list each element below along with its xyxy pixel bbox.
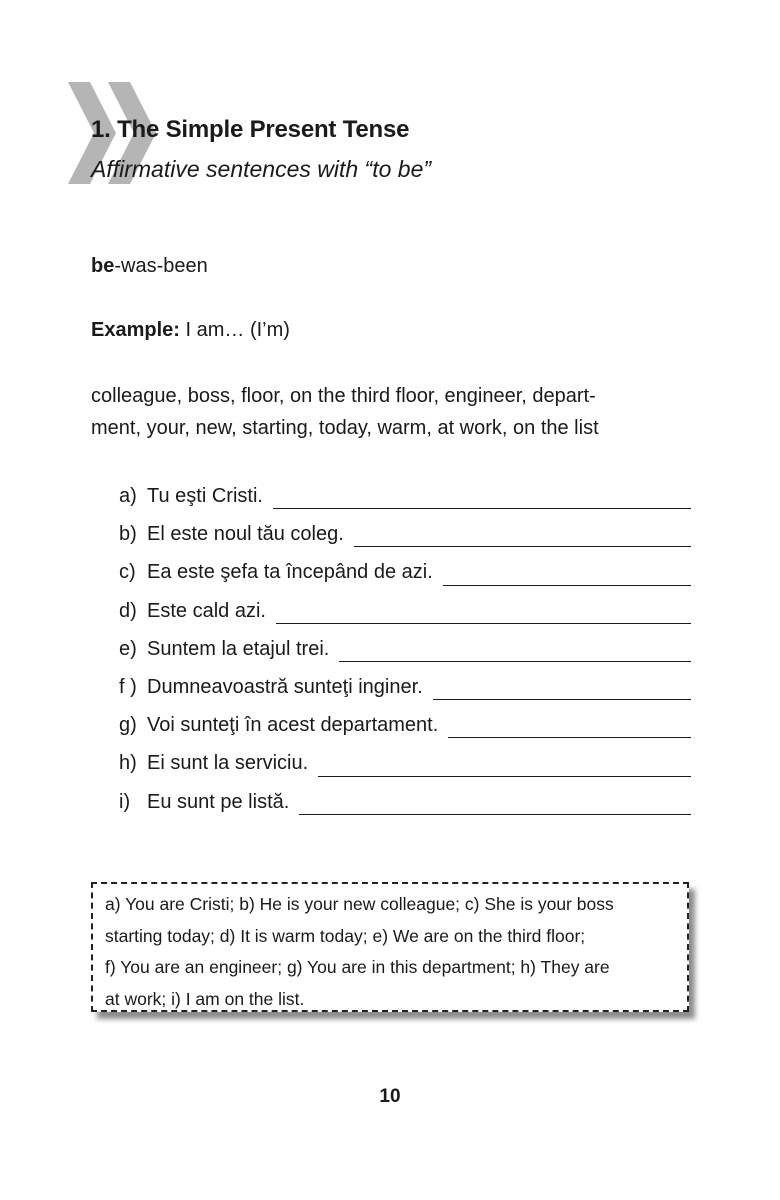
answer-key-line: f) You are an engineer; g) You are in this department; h) They are xyxy=(105,957,610,977)
verb-past-forms: -was-been xyxy=(114,255,208,277)
exercise-letter: i) xyxy=(119,790,131,813)
exercise-item-h xyxy=(119,747,691,785)
exercise-sentence: Tu eşti Cristi. xyxy=(147,485,263,507)
exercise-letter: d) xyxy=(119,599,137,622)
page-number: 10 xyxy=(379,1086,401,1107)
exercise-list xyxy=(119,480,691,824)
exercise-sentence: Ea este şefa ta începând de azi. xyxy=(147,561,433,584)
exercise-sentence: Voi sunteţi în acest departament. xyxy=(147,714,439,737)
exercise-item-a xyxy=(119,480,691,518)
exercise-sentence: El este noul tău coleg. xyxy=(147,523,344,546)
vocabulary-list xyxy=(91,380,696,444)
vocabulary-line: ment, your, new, starting, today, warm, at work, on the list xyxy=(91,417,599,439)
exercise-sentence: Eu sunt pe listă. xyxy=(147,790,290,813)
exercise-item-e xyxy=(119,633,691,671)
answer-blank[interactable] xyxy=(448,717,691,738)
answer-blank[interactable] xyxy=(299,794,691,815)
exercise-letter: h) xyxy=(119,752,137,775)
answer-blank[interactable] xyxy=(354,526,691,547)
answer-key-line: at work; i) I am on the list. xyxy=(105,988,305,1009)
verb-forms xyxy=(91,255,208,278)
exercise-letter: g) xyxy=(119,714,137,737)
exercise-sentence: Este cald azi. xyxy=(147,599,266,622)
answer-blank[interactable] xyxy=(433,679,691,700)
exercise-letter: a) xyxy=(119,485,137,507)
exercise-item-f xyxy=(119,671,691,709)
answer-blank[interactable] xyxy=(443,565,691,586)
exercise-item-g xyxy=(119,709,691,747)
verb-base-form: be xyxy=(91,255,115,277)
exercise-item-d xyxy=(119,595,691,633)
exercise-sentence: Ei sunt la serviciu. xyxy=(147,752,309,775)
answer-blank[interactable] xyxy=(276,603,691,624)
vocabulary-line: colleague, boss, floor, on the third floor, engineer, depart- xyxy=(91,385,596,407)
exercise-sentence: Suntem la etajul trei. xyxy=(147,637,330,660)
example-line xyxy=(91,319,290,342)
example-label: Example: xyxy=(91,319,180,341)
exercise-item-c xyxy=(119,556,691,594)
exercise-letter: f ) xyxy=(119,675,137,698)
answer-key-line: starting today; d) It is warm today; e) We are on the third floor; xyxy=(105,925,586,946)
example-text: I am… (I’m) xyxy=(179,319,290,341)
exercise-letter: b) xyxy=(119,523,137,546)
chapter-title: 1. The Simple Present Tense xyxy=(91,116,410,143)
answer-blank[interactable] xyxy=(339,641,691,662)
answer-key-box xyxy=(91,882,689,1012)
answer-blank[interactable] xyxy=(273,488,691,509)
exercise-item-i xyxy=(119,786,691,824)
answer-key-line: a) You are Cristi; b) He is your new colleague; c) She is your boss xyxy=(105,894,614,914)
exercise-letter: c) xyxy=(119,561,136,584)
chapter-subtitle: Affirmative sentences with “to be” xyxy=(91,156,432,182)
exercise-letter: e) xyxy=(119,637,137,660)
answer-blank[interactable] xyxy=(318,756,691,777)
exercise-item-b xyxy=(119,518,691,556)
exercise-sentence: Dumneavoastră sunteţi inginer. xyxy=(147,675,423,698)
